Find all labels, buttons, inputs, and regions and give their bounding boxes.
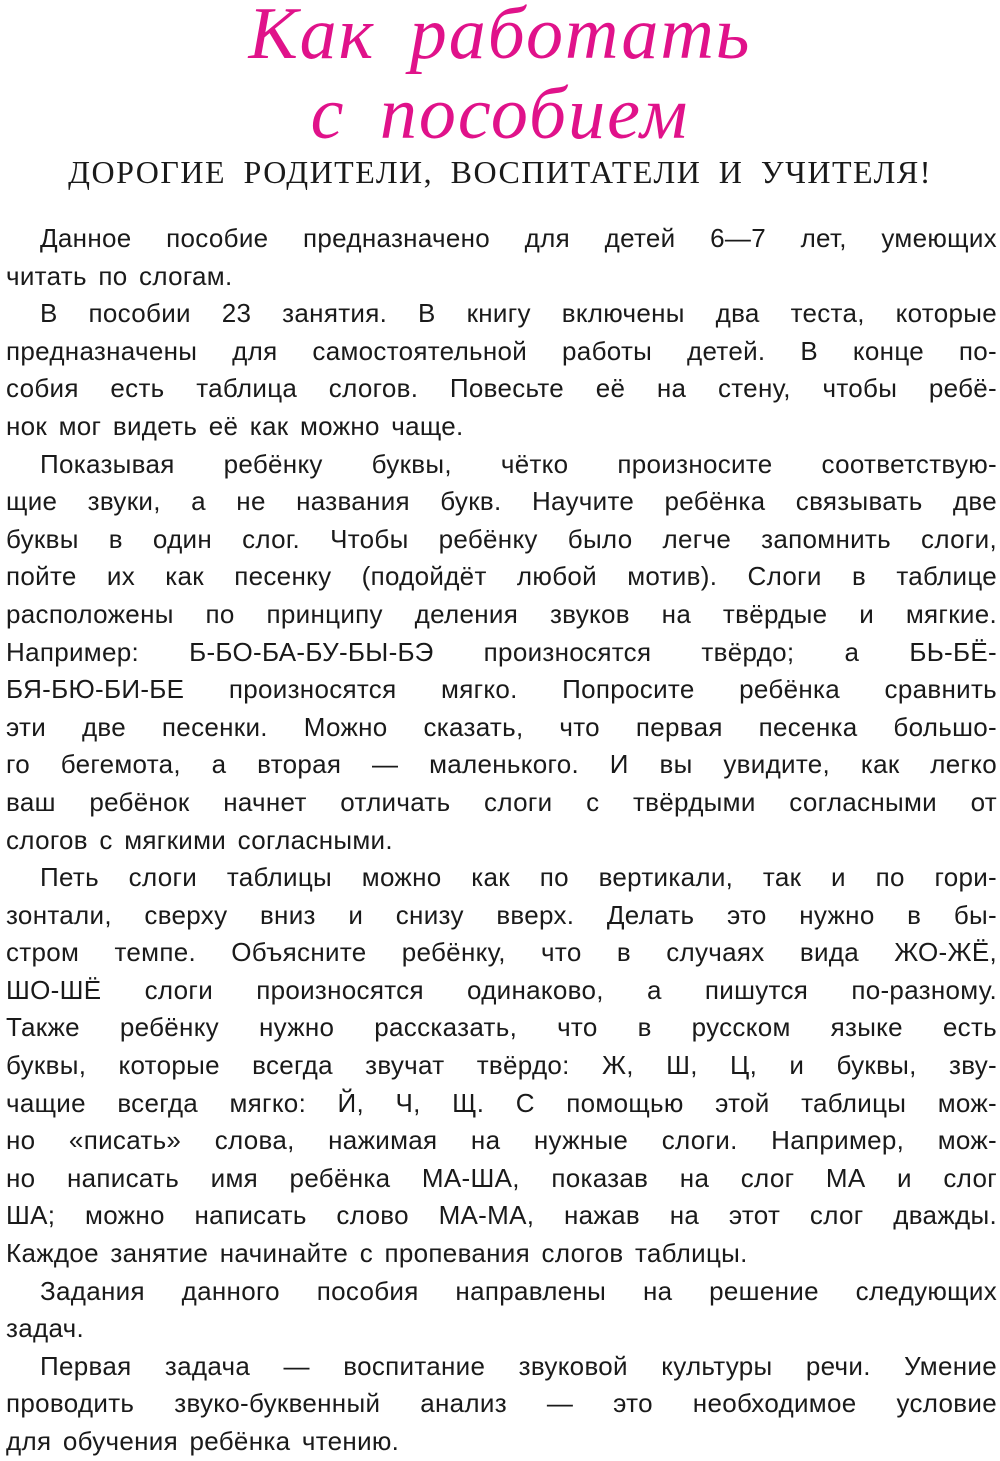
text-line: ваш ребёнок начнет отличать слоги с твёрдыми согласными от (6, 786, 997, 817)
text-line: щие звуки, а не названия букв. Научите ребёнка связывать две (6, 486, 997, 517)
text-line: Петь слоги таблицы можно как по вертикали, так и по гори- (40, 862, 997, 893)
text-line: для обучения ребёнка чтению. (6, 1426, 400, 1456)
text-line: но написать имя ребёнка МА-ША, показав на слог МА и слог (6, 1162, 997, 1193)
paragraph (6, 446, 997, 860)
text-line: буквы в один слог. Чтобы ребёнку было легче запомнить слоги, (6, 523, 997, 554)
page-title (0, 0, 1000, 154)
text-line: слогов с мягкими согласными. (6, 824, 393, 855)
greeting-heading: ДОРОГИЕ РОДИТЕЛИ, ВОСПИТАТЕЛИ И УЧИТЕЛЯ! (68, 154, 932, 190)
text-line: эти две песенки. Можно сказать, что первая песенка большо- (6, 711, 997, 742)
paragraph (6, 859, 997, 1273)
text-line: расположены по принципу деления звуков на твёрдые и мягкие. (6, 598, 997, 629)
text-line: Каждое занятие начинайте с пропевания слогов таблицы. (6, 1238, 748, 1269)
text-line: Задания данного пособия направлены на решение следующих (40, 1275, 997, 1306)
text-line: го бегемота, а вторая — маленького. И вы увидите, как легко (6, 749, 997, 780)
text-line: читать по слогам. (6, 260, 233, 291)
text-line: задач. (6, 1313, 85, 1344)
text-line: чащие всегда мягко: Й, Ч, Щ. С помощью этой таблицы мож- (6, 1087, 997, 1118)
text-line: Например: Б-БО-БА-БУ-БЫ-БЭ произносятся твёрдо; а БЬ-БЁ- (6, 636, 997, 667)
text-line: нок мог видеть её как можно чаще. (6, 410, 464, 441)
text-line: пойте их как песенку (подойдёт любой мотив). Слоги в таблице (6, 561, 997, 592)
paragraph (6, 295, 997, 445)
text-line: зонтали, сверху вниз и снизу вверх. Делать это нужно в бы- (6, 899, 997, 930)
text-line: БЯ-БЮ-БИ-БЕ произносятся мягко. Попросите ребёнка сравнить (6, 674, 997, 705)
text-line: Данное пособие предназначено для детей 6—7 лет, умеющих (40, 223, 997, 253)
text-line: буквы, которые всегда звучат твёрдо: Ж, Ш, Ц, и буквы, зву- (6, 1050, 997, 1081)
text-line: Также ребёнку нужно рассказать, что в русском языке есть (6, 1012, 997, 1043)
text-line: но «писать» слова, нажимая на нужные слоги. Например, мож- (6, 1125, 997, 1156)
paragraph (6, 1273, 997, 1348)
paragraph (6, 220, 997, 295)
text-line: стром темпе. Объясните ребёнку, что в случаях вида ЖО-ЖЁ, (6, 937, 997, 968)
paragraph (6, 1348, 997, 1461)
title-line-1: Как работать (248, 0, 752, 75)
text-line: предназначены для самостоятельной работы детей. В конце по- (6, 335, 997, 366)
text-line: ША; можно написать слово МА-МА, нажав на этот слог дважды. (6, 1200, 997, 1231)
text-line: собия есть таблица слогов. Повесьте её на стену, чтобы ребё- (6, 373, 997, 404)
title-line-2: с пособием (310, 73, 690, 155)
text-line: В пособии 23 занятия. В книгу включены два теста, которые (40, 298, 997, 329)
text-line: Показывая ребёнку буквы, чётко произносите соответствую- (40, 448, 997, 479)
text-line: Первая задача — воспитание звуковой культуры речи. Умение (40, 1350, 997, 1381)
text-line: ШО-ШЁ слоги произносятся одинаково, а пишутся по-разному. (6, 974, 997, 1005)
body-text (6, 220, 997, 1461)
text-line: проводить звуко-буквенный анализ — это необходимое условие (6, 1388, 997, 1419)
